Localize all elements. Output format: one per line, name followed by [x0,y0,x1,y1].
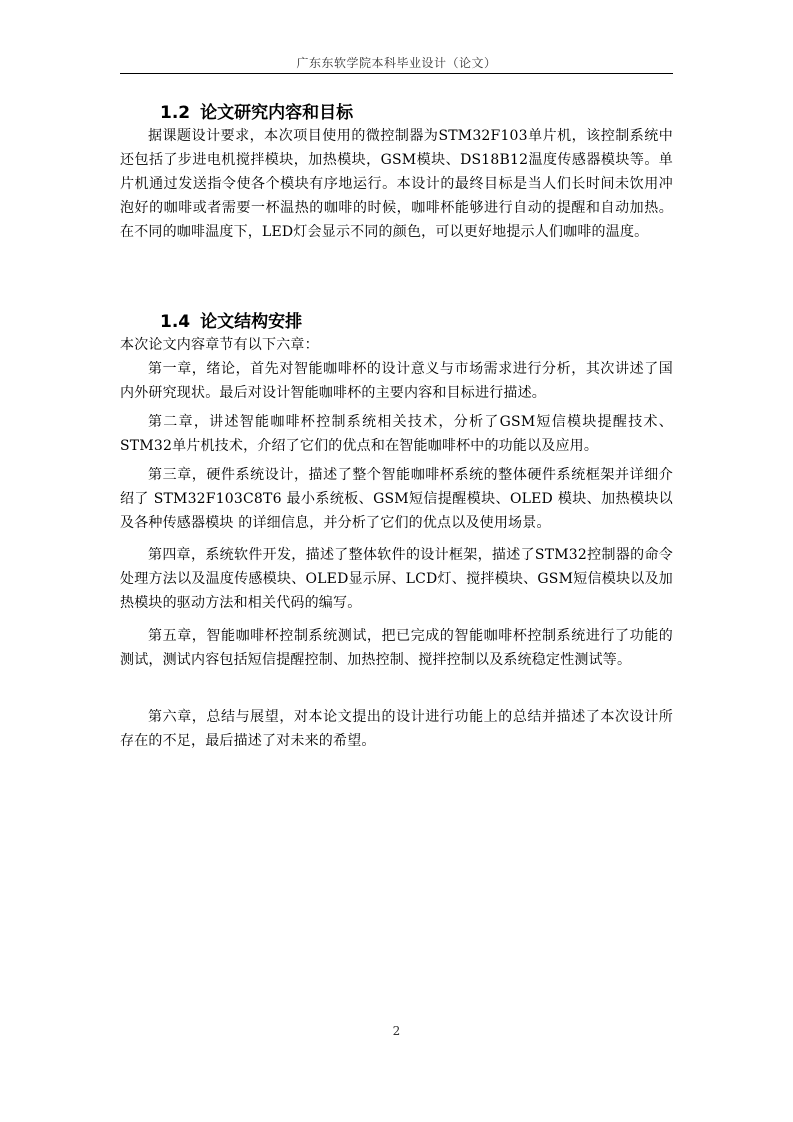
page-header: 广东东软学院本科毕业设计（论文） [296,56,497,70]
section-number: 1.4 [160,312,191,332]
section-1-2-paragraph: 据课题设计要求，本次项目使用的微控制器为STM32F103单片机，该控制系统中还包括了步进电机搅拌模块，加热模块，GSM模块、DS18B12温度传感器模块等。单片机通过发送指令使各个模块有序地运行。本设计的最终目标是当人们长时间未饮用冲泡好的咖啡或者需要一杯温热的咖啡的时候，咖啡杯能够进行自动的提醒和自动加热。在不同的咖啡温度下，LED灯会显示不同的颜色，可以更好地提示人们咖啡的温度。 [120,128,673,240]
section-1-4-intro: 本次论文内容章节有以下六章： [120,337,319,353]
chapter-4-paragraph: 第四章，系统软件开发，描述了整体软件的设计框架，描述了STM32控制器的命令处理方法以及温度传感模块、OLED显示屏、LCD灯、搅拌模块、GSM短信模块以及加热模块的驱动方法和相关代码的编写。 [120,547,673,611]
chapter-3-paragraph: 第三章，硬件系统设计，描述了整个智能咖啡杯系统的整体硬件系统框架并详细介绍了 STM32F103C8T6 最小系统板、GSM短信提醒模块、OLED 模块、加热模块以及各种传感器模块 的详细信息，并分析了它们的优点以及使用场景。 [120,467,673,531]
chapter-1-paragraph: 第一章，绪论，首先对智能咖啡杯的设计意义与市场需求进行分析，其次讲述了国内外研究现状。最后对设计智能咖啡杯的主要内容和目标进行描述。 [120,361,673,401]
section-heading-1-2 [160,98,353,123]
section-title: 论文结构安排 [200,312,303,332]
section-number: 1.2 [160,103,191,123]
page-number: 2 [392,1024,401,1038]
chapter-6-paragraph: 第六章，总结与展望，对本论文提出的设计进行功能上的总结并描述了本次设计所存在的不足，最后描述了对未来的希望。 [120,709,673,749]
header-divider [120,73,673,74]
section-heading-1-4 [160,307,302,332]
section-title: 论文研究内容和目标 [200,103,354,123]
chapter-2-paragraph: 第二章，讲述智能咖啡杯控制系统相关技术，分析了GSM短信模块提醒技术、STM32单片机技术，介绍了它们的优点和在智能咖啡杯中的功能以及应用。 [120,414,673,454]
chapter-5-paragraph: 第五章，智能咖啡杯控制系统测试，把已完成的智能咖啡杯控制系统进行了功能的测试，测试内容包括短信提醒控制、加热控制、搅拌控制以及系统稳定性测试等。 [120,628,673,668]
